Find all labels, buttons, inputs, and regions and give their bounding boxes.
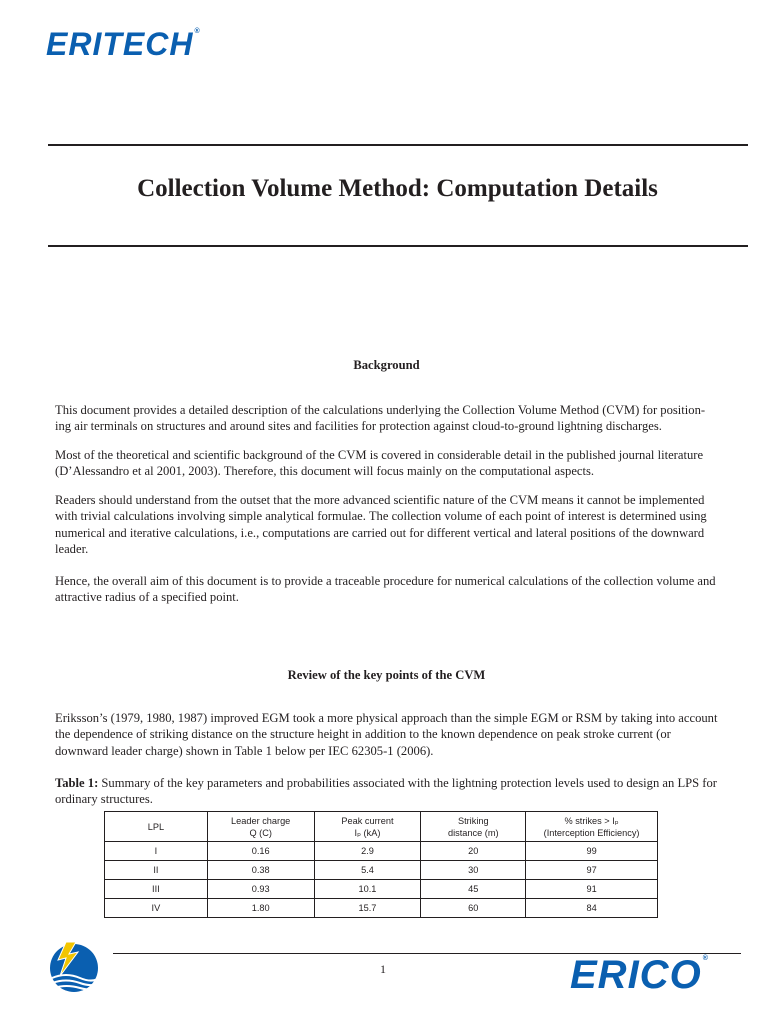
erico-logo: ERICO® <box>570 953 709 997</box>
table-row <box>105 861 658 880</box>
table-header: Leader charge Q (C) <box>207 812 314 842</box>
table-cell: I <box>105 842 208 861</box>
table-header: LPL <box>105 812 208 842</box>
lpl-table <box>104 811 658 918</box>
page-number: 1 <box>380 962 386 976</box>
table-cell: 45 <box>421 880 526 899</box>
table-header: Striking distance (m) <box>421 812 526 842</box>
table-cell: 20 <box>421 842 526 861</box>
lightning-emblem-icon <box>46 938 106 1000</box>
paragraph: This document provides a detailed description of the calculations underlying the Collection Volume Method (CVM) for position-ing air terminals on structures and around sites and facilities for protection against cloud-to-ground lightning discharges. <box>55 402 706 434</box>
document-title: Collection Volume Method: Computation Details <box>137 175 658 202</box>
table-header: Peak current Iₚ (kA) <box>314 812 421 842</box>
table-cell: 1.80 <box>207 899 314 918</box>
table-cell: 0.93 <box>207 880 314 899</box>
table-cell: II <box>105 861 208 880</box>
table-cell: 5.4 <box>314 861 421 880</box>
paragraph: Hence, the overall aim of this document is to provide a traceable procedure for numerical calculations of the collection volume and attractive radius of a specified point. <box>55 573 716 605</box>
table-cell: 84 <box>526 899 658 918</box>
paragraph: Most of the theoretical and scientific background of the CVM is covered in considerable detail in the published journal literature (D’Alessandro et al 2001, 2003). Therefore, this document will focus mainly on the computational aspects. <box>55 447 704 479</box>
table-cell: 91 <box>526 880 658 899</box>
table-header: % strikes > Iₚ (Interception Efficiency) <box>526 812 658 842</box>
section-heading-background: Background <box>353 358 420 372</box>
table-cell: 15.7 <box>314 899 421 918</box>
table-cell: 99 <box>526 842 658 861</box>
paragraph: Eriksson’s (1979, 1980, 1987) improved EGM took a more physical approach than the simple EGM or RSM by taking into account the dependence of striking distance on the structure height in addition to the known dependence on peak stroke current (or downward leader charge) shown in Table 1 below per IEC 62305-1 (2006). <box>55 710 718 758</box>
table-row <box>105 880 658 899</box>
table-caption <box>55 775 718 808</box>
table-cell: 0.38 <box>207 861 314 880</box>
header-rule <box>48 144 748 146</box>
table-cell: 30 <box>421 861 526 880</box>
table-caption-label: Table 1: <box>55 775 99 790</box>
eritech-logo: ERITECH® <box>46 26 201 62</box>
table-header-row <box>105 812 658 842</box>
table-cell: 2.9 <box>314 842 421 861</box>
table-cell: III <box>105 880 208 899</box>
table-row <box>105 899 658 918</box>
paragraph: Readers should understand from the outset that the more advanced scientific nature of the CVM means it cannot be implemented with trivial calculations involving simple analytical formulae. The collection volume of each point of interest is determined using numerical and iterative calculations, i.e., computations are carried out for different vertical and lateral positions of the downward leader. <box>55 492 707 557</box>
table-row <box>105 842 658 861</box>
table-cell: 10.1 <box>314 880 421 899</box>
title-rule <box>48 245 748 247</box>
section-heading-review: Review of the key points of the CVM <box>287 668 486 682</box>
table-cell: 0.16 <box>207 842 314 861</box>
table-cell: 60 <box>421 899 526 918</box>
table-caption-text: Summary of the key parameters and probabilities associated with the lightning protection levels used to design an LPS for ordinary structures. <box>55 775 717 807</box>
table-cell: IV <box>105 899 208 918</box>
table-cell: 97 <box>526 861 658 880</box>
